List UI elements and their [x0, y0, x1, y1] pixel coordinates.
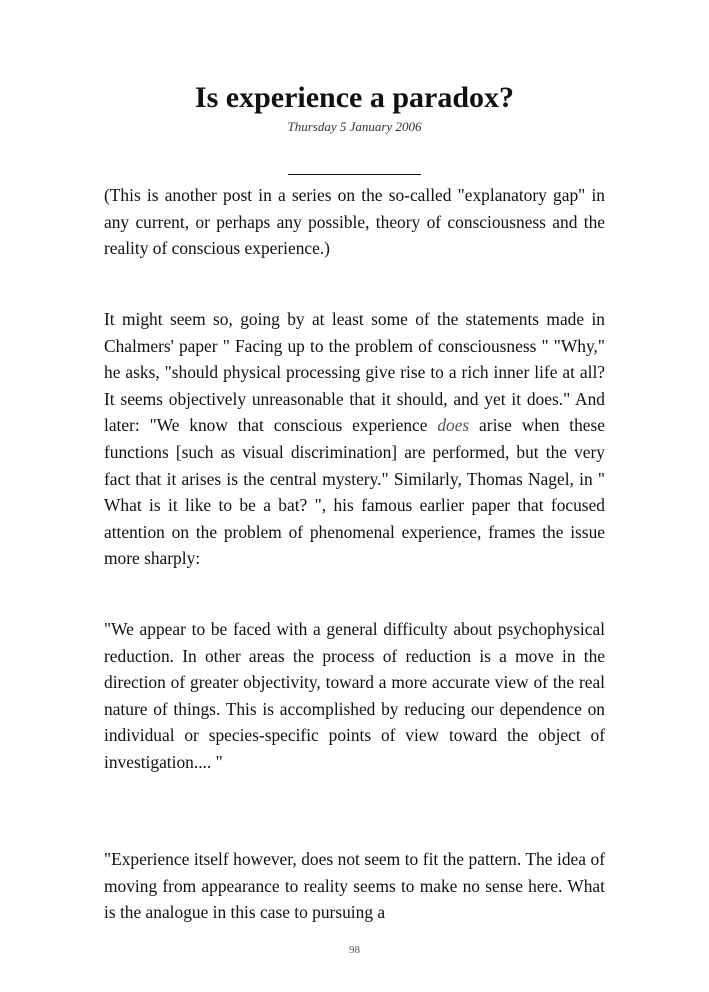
page-title: Is experience a paradox? [194, 81, 515, 114]
paragraph-chalmers [104, 306, 605, 572]
paragraph-experience-quote: "Experience itself however, does not seem to fit the pattern. The idea of moving from appearance to reality seems to make no sense here. What is the analogue in this case to pursuing a [104, 849, 605, 923]
paragraph-intro: (This is another post in a series on the so-called "explanatory gap" in any current, or perhaps any possible, theory of consciousness and the reality of conscious experience.) [104, 185, 605, 259]
paragraph-text-before-emphasis: It might seem so, going by at least some of the statements made in Chalmers' paper " Facing up to the problem of consciousness " "Why," he asks, "should physical processing give rise to a rich inner life at all? It seems objectively unreasonable that it should, and yet it does." And later: "We know that conscious experience [104, 309, 605, 436]
page-number: 98 [349, 944, 360, 956]
paragraph-text-after-emphasis: arise when these functions [such as visual discrimination] are performed, but the very fact that it arises is the central mystery." Similarly, Thomas Nagel, in " What is it like to be a bat? ", his famous earlier paper that focused attention on the problem of phenomenal experience, frames the issue more sharply: [104, 415, 605, 569]
title-divider [288, 174, 421, 175]
post-date: Thursday 5 January 2006 [287, 119, 422, 134]
emphasis-word: does [437, 415, 470, 436]
paragraph-nagel-quote: "We appear to be faced with a general difficulty about psychophysical reduction. In other areas the process of reduction is a move in the direction of greater objectivity, toward a more accurate view of the real nature of things. This is accomplished by reducing our dependence on individual or species-specific points of view toward the object of investigation.... " [104, 619, 605, 772]
